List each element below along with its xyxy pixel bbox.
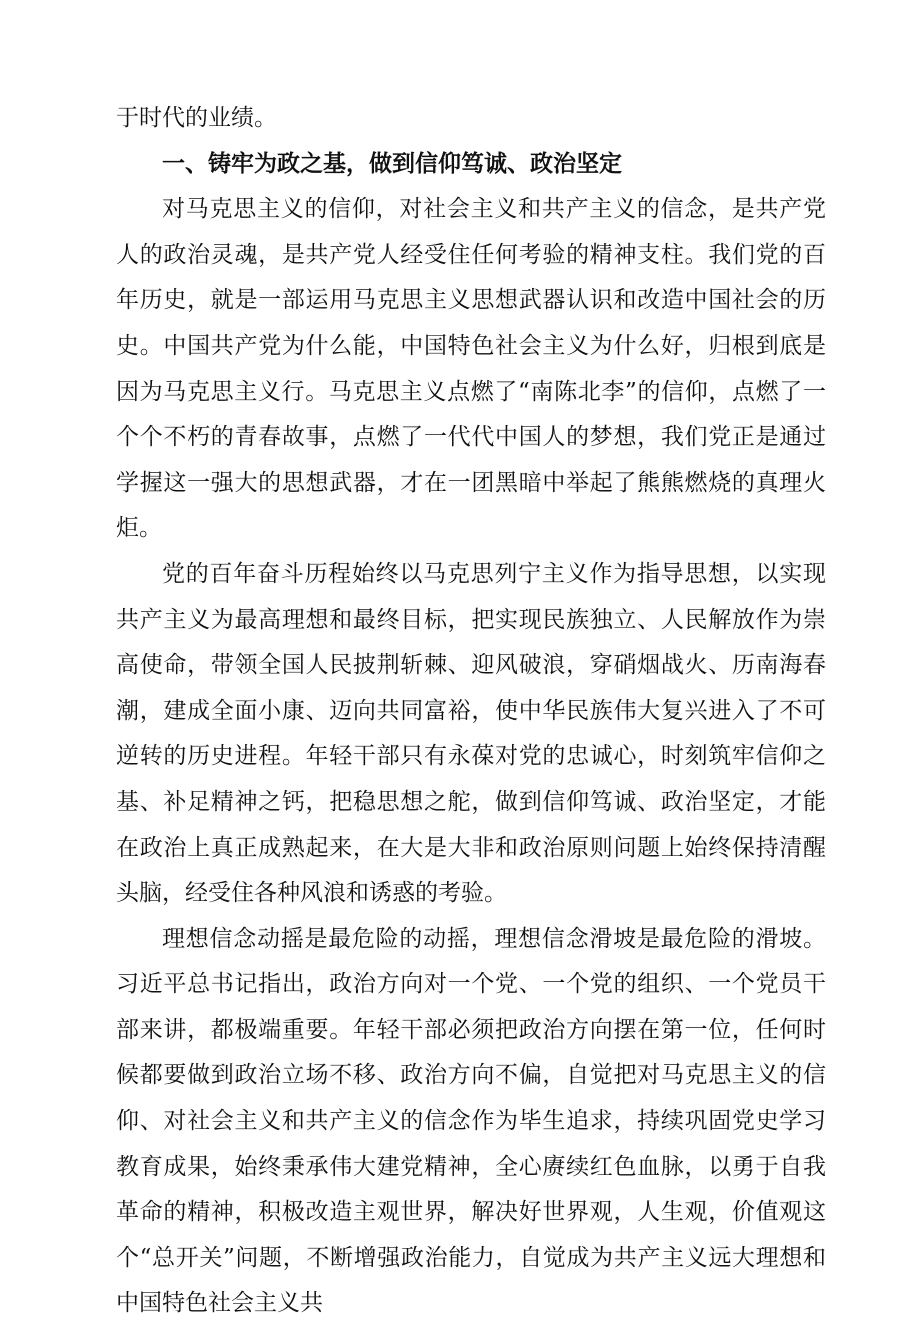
- paragraph-1: 对马克思主义的信仰，对社会主义和共产主义的信念，是共产党人的政治灵魂，是共产党人经受住任何考验的精神支柱。我们党的百年历史，就是一部运用马克思主义思想武器认识和改造中国社会的历史。中国共产党为什么能，中国特色社会主义为什么好，归根到底是因为马克思主义行。马克思主义点燃了“南陈北李”的信仰，点燃了一个个不朽的青春故事，点燃了一代代中国人的梦想，我们党正是通过学握这一强大的思想武器，才在一团黑暗中举起了熊熊燃烧的真理火炬。: [116, 196, 826, 542]
- document-body: [116, 96, 826, 1327]
- paragraph-3: 理想信念动摇是最危险的动摇，理想信念滑坡是最危险的滑坡。习近平总书记指出，政治方向对一个党、一个党的组织、一个党员干部来讲，都极端重要。年轻干部必须把政治方向摆在第一位，任何时候都要做到政治立场不移、政治方向不偏，自觉把对马克思主义的信仰、对社会主义和共产主义的信念作为毕生追求，持续巩固党史学习教育成果，始终秉承伟大建党精神，全心赓续红色血脉，以勇于自我革命的精神，积极改造主观世界，解决好世界观，人生观，价值观这个“总开关”问题，不断增强政治能力，自觉成为共产主义远大理想和中国特色社会主义共: [116, 925, 826, 1317]
- intro-tail-text: 于时代的业绩。: [116, 105, 277, 131]
- paragraph-2: 党的百年奋斗历程始终以马克思列宁主义作为指导思想，以实现共产主义为最高理想和最终目标，把实现民族独立、人民解放作为崇高使命，带领全国人民披荆斩棘、迎风破浪，穿硝烟战火、历南海春潮，建成全面小康、迈向共同富裕，使中华民族伟大复兴进入了不可逆转的历史进程。年轻干部只有永葆对党的忠诚心，时刻筑牢信仰之基、补足精神之钙，把稳思想之舵，做到信仰笃诚、政治坚定，才能在政治上真正成熟起来，在大是大非和政治原则问题上始终保持清醒头脑，经受住各种风浪和诱惑的考验。: [116, 560, 826, 907]
- section-heading-1: 一、铸牢为政之基，做到信仰笃诚、政治坚定: [162, 150, 622, 177]
